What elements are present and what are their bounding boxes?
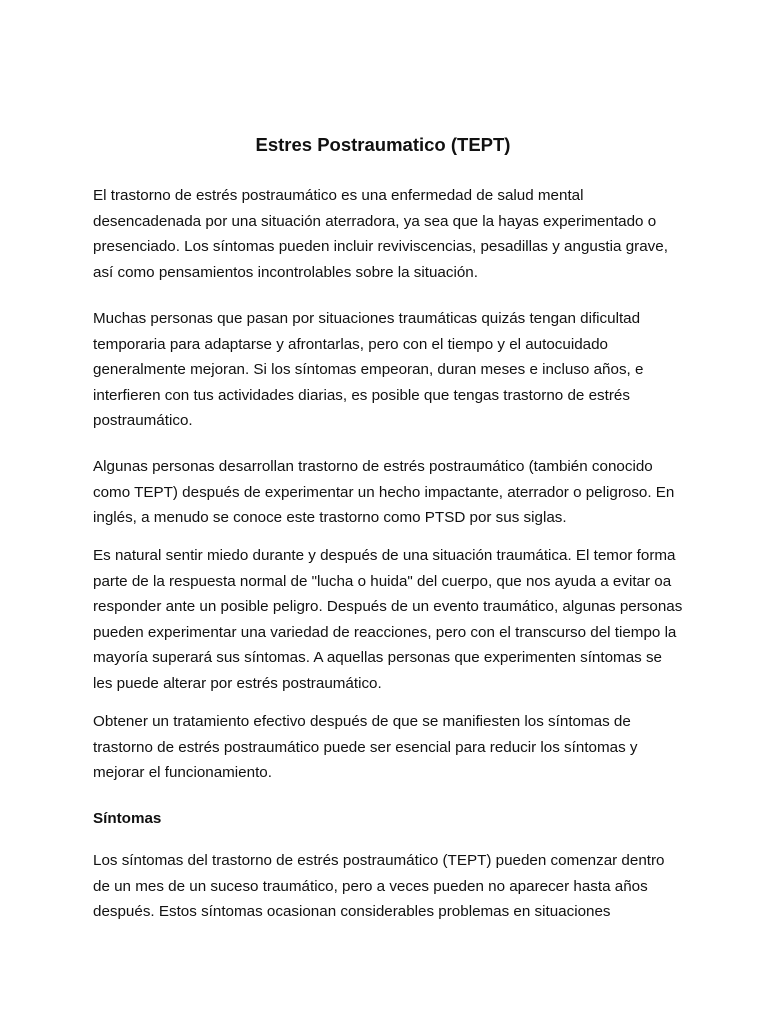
page-title: Estres Postraumatico (TEPT) — [255, 134, 511, 155]
paragraph-fear-response: Es natural sentir miedo durante y después de una situación traumática. El temor forma parte de la respuesta normal de "lucha o huida" del cuerpo, que nos ayuda a evitar oa responder ante un posible peligro. Después de un evento traumático, algunas personas pueden experimentar una variedad de reacciones, pero con el transcurso del tiempo la mayoría superará sus síntomas. A aquellas personas que experimenten síntomas se les puede alterar por estrés postraumático. — [93, 547, 683, 692]
paragraph-adaptation: Muchas personas que pasan por situaciones traumáticas quizás tengan dificultad temporaria para adaptarse y afrontarlas, pero con el tiempo y el autocuidado generalmente mejoran. Si los síntomas empeoran, duran meses e incluso años, e interfieren con tus actividades diarias, es posible que tengas trastorno de estrés postraumático. — [93, 310, 644, 429]
paragraph-tept-definition: Algunas personas desarrollan trastorno de estrés postraumático (también conocido como TEPT) después de experimentar un hecho impactante, aterrador o peligroso. En inglés, a menudo se conoce este trastorno como PTSD por sus siglas. — [93, 458, 675, 526]
paragraph-treatment: Obtener un tratamiento efectivo después de que se manifiesten los síntomas de trastorno de estrés postraumático puede ser esencial para reducir los síntomas y mejorar el funcionamiento. — [93, 713, 638, 781]
section-heading-symptoms: Síntomas — [93, 810, 162, 827]
paragraph-intro: El trastorno de estrés postraumático es una enfermedad de salud mental desencadenada por una situación aterradora, ya sea que la hayas experimentado o presenciado. Los síntomas pueden incluir reviviscencias, pesadillas y angustia grave, así como pensamientos incontrolables sobre la situación. — [93, 187, 668, 281]
paragraph-symptoms: Los síntomas del trastorno de estrés postraumático (TEPT) pueden comenzar dentro de un mes de un suceso traumático, pero a veces pueden no aparecer hasta años después. Estos síntomas ocasionan considerables problemas en situaciones — [93, 852, 665, 920]
